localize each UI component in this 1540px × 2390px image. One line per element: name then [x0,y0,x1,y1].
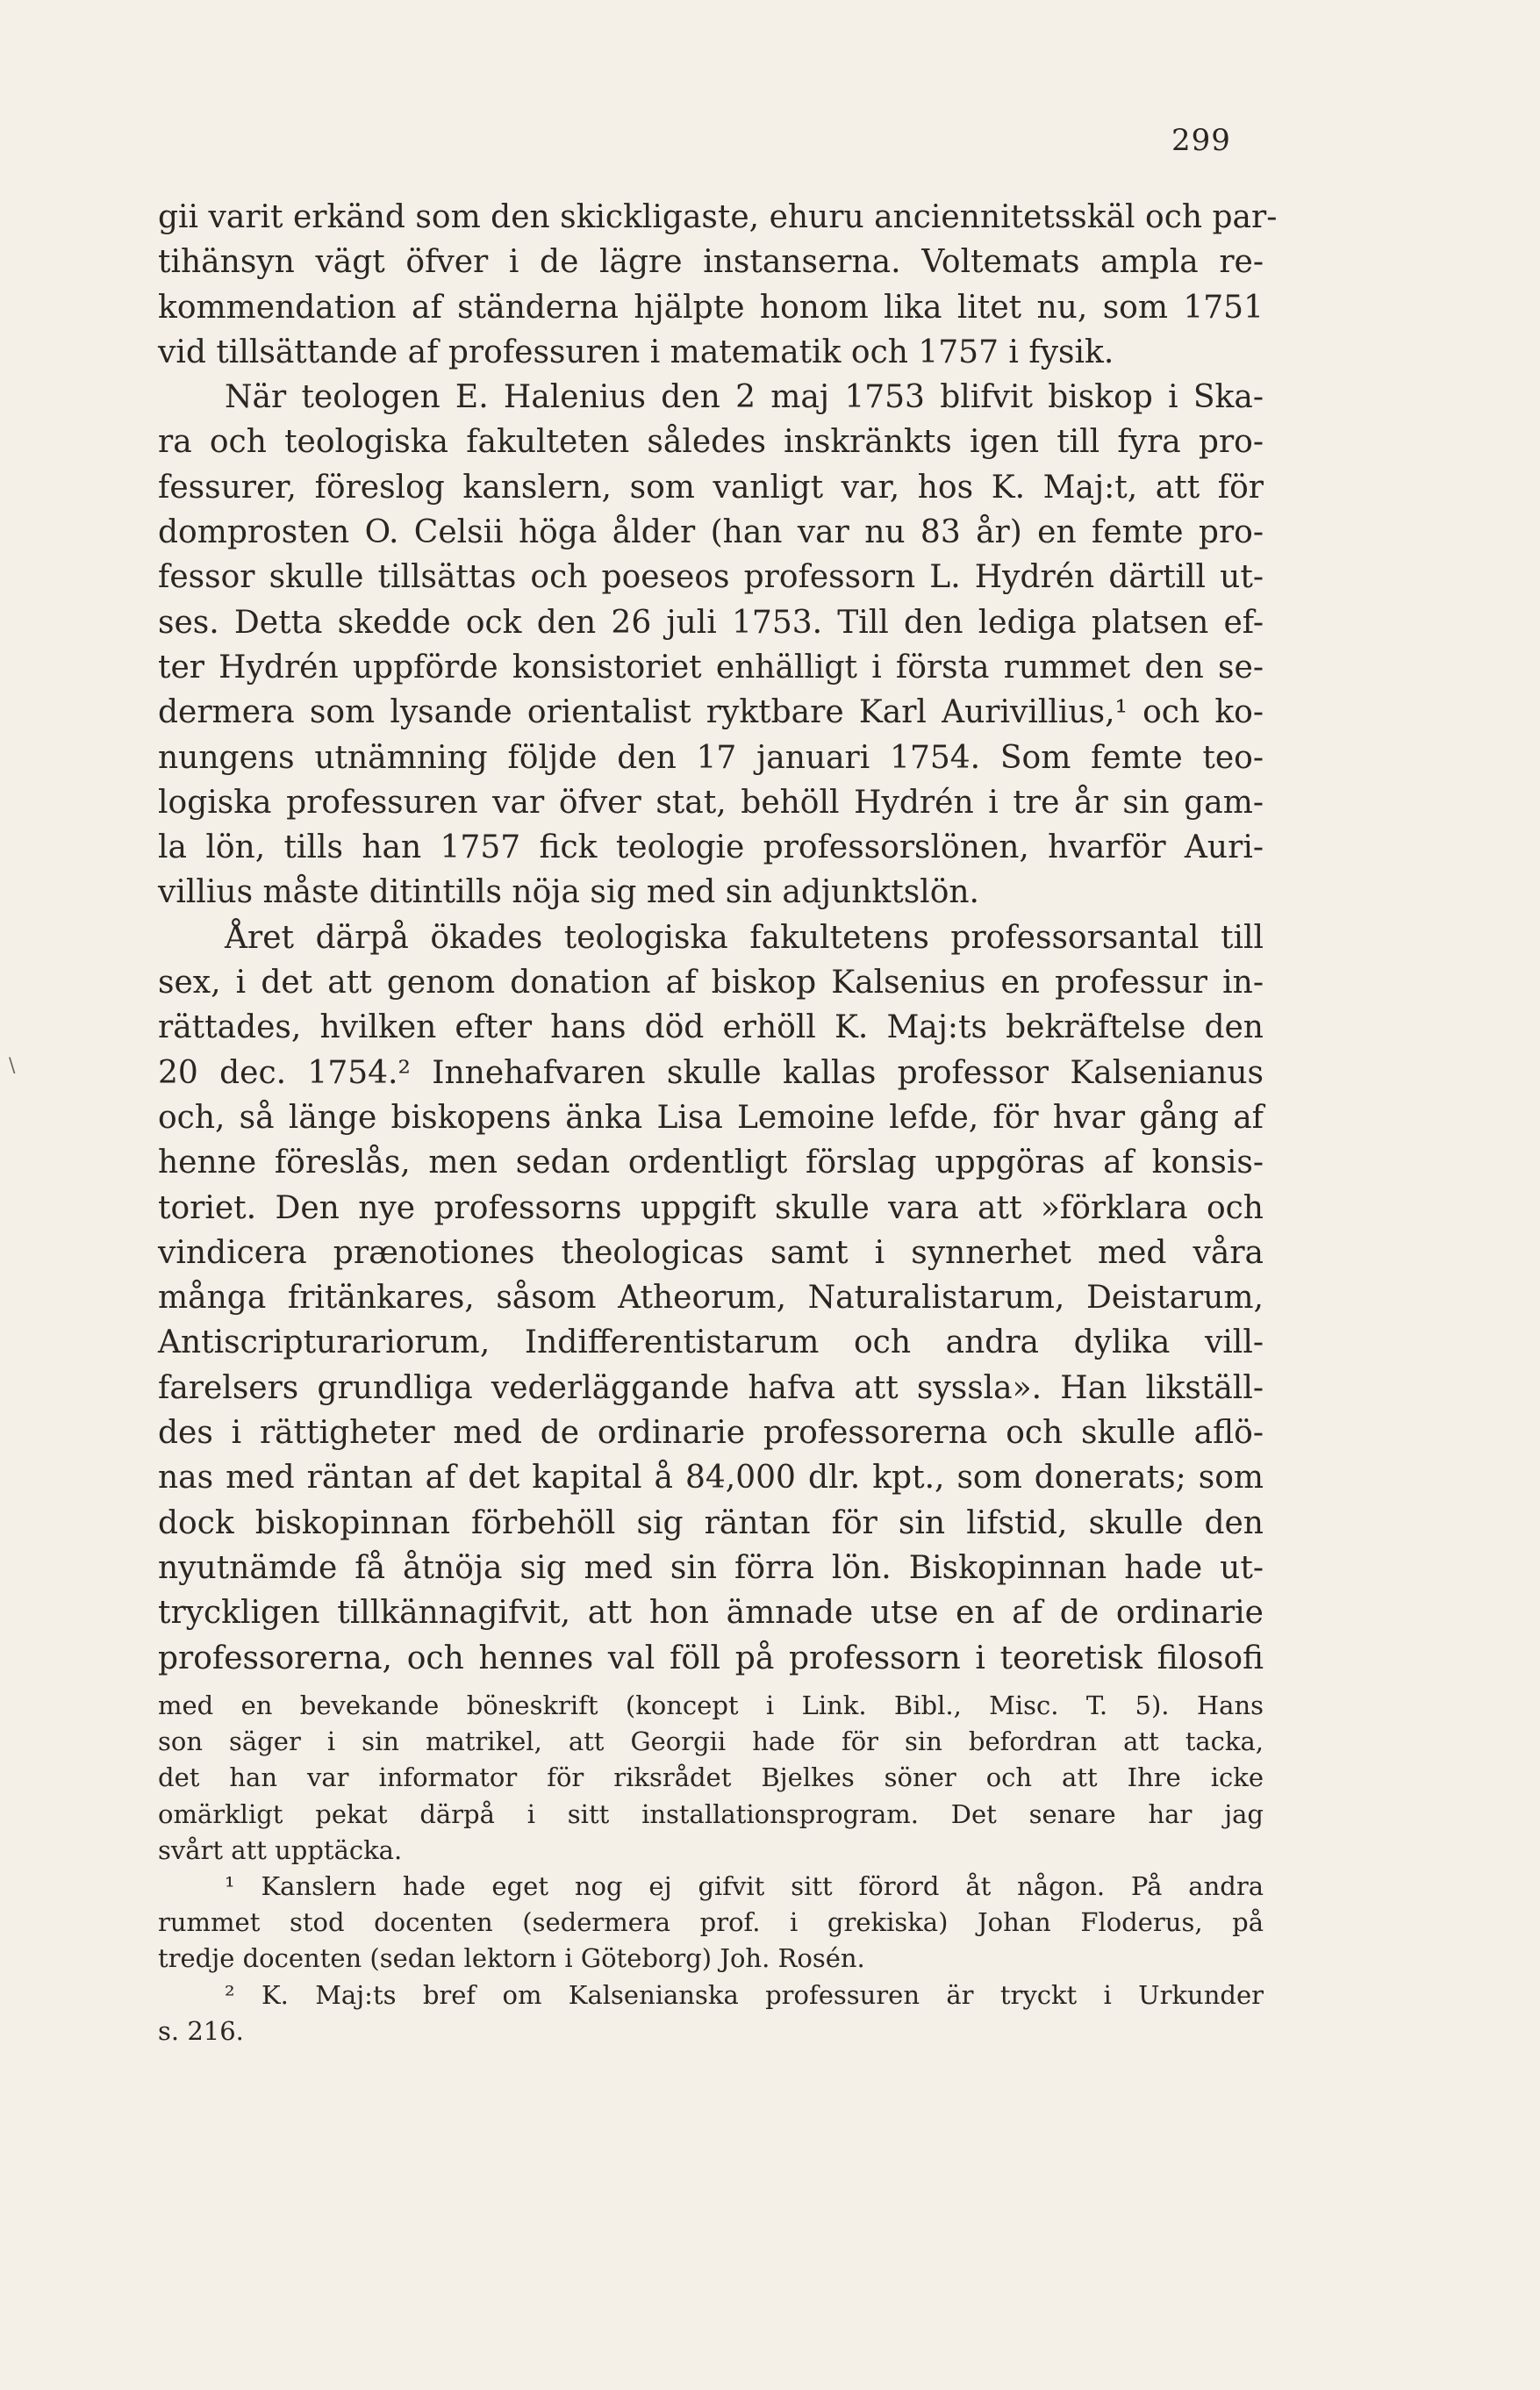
body-line: des i rättigheter med de ordinarie professorerna och skulle aflö- [158,1415,1264,1452]
footnote-line: rummet stod docenten (sedermera prof. i grekiska) Johan Floderus, på [158,1907,1264,1938]
body-line: vindicera prænotiones theologicas samt i synnerhet med våra [158,1234,1264,1271]
body-line: la lön, tills han 1757 fick teologie professorslönen, hvarför Auri- [158,829,1264,866]
body-line: kommendation af ständerna hjälpte honom lika litet nu, som 1751 [158,289,1264,326]
footnote-line: svårt att upptäcka. [158,1834,403,1865]
body-line: professorerna, och hennes val föll på professorn i teoretisk filosofi [158,1640,1264,1676]
body-line: ter Hydrén uppförde konsistoriet enhälligt i första rummet den se- [158,649,1264,685]
footnote-line: det han var informator för riksrådet Bjelkes söner och att Ihre icke [158,1762,1264,1793]
footnotes [158,1688,1264,2049]
body-line: farelsers grundliga vederläggande hafva att syssla». Han likställ- [158,1369,1264,1406]
body-line: henne föreslås, men sedan ordentligt förslag uppgöras af konsis- [158,1145,1264,1181]
footnote-line: med en bevekande böneskrift (koncept i Link. Bibl., Misc. T. 5). Hans [158,1690,1264,1720]
body-line: vid tillsättande af professuren i matematik och 1757 i fysik. [158,334,1114,370]
page-number: 299 [1171,123,1231,158]
body-line: nyutnämde få åtnöja sig med sin förra lön. Biskopinnan hade ut- [158,1549,1264,1586]
body-text [158,195,1278,1681]
body-line: rättades, hvilken efter hans död erhöll K. Maj:ts bekräftelse den [158,1009,1264,1046]
body-line: logiska professuren var öfver stat, behöll Hydrén i tre år sin gam- [158,784,1264,821]
body-line: dock biskopinnan förbehöll sig räntan för sin lifstid, skulle den [158,1504,1264,1541]
footnote-line: ¹ Kanslern hade eget nog ej gifvit sitt förord åt någon. På andra [225,1870,1264,1901]
body-line: tihänsyn vägt öfver i de lägre instanserna. Voltemats ampla re- [158,244,1264,281]
body-line: tryckligen tillkännagifvit, att hon ämnade utse en af de ordinarie [158,1595,1264,1632]
body-line: Antiscripturariorum, Indifferentistarum och andra dylika vill- [158,1324,1264,1361]
body-line: domprosten O. Celsii höga ålder (han var nu 83 år) en femte pro- [158,514,1264,551]
body-line: ses. Detta skedde ock den 26 juli 1753. Till den lediga platsen ef- [158,604,1264,641]
footnote-line: omärkligt pekat därpå i sitt installationsprogram. Det senare har jag [158,1798,1264,1829]
body-line: dermera som lysande orientalist ryktbare Karl Aurivillius,¹ och ko- [158,694,1264,731]
body-line: När teologen E. Halenius den 2 maj 1753 blifvit biskop i Ska- [225,379,1264,416]
footnote-line: son säger i sin matrikel, att Georgii hade för sin befordran att tacka, [158,1726,1264,1757]
body-line: många fritänkares, såsom Atheorum, Naturalistarum, Deistarum, [158,1280,1264,1317]
body-line: ra och teologiska fakulteten således inskränkts igen till fyra pro- [158,424,1264,461]
body-line: gii varit erkänd som den skickligaste, ehuru anciennitetsskäl och par- [158,199,1278,235]
body-line: nungens utnämning följde den 17 januari 1754. Som femte teo- [158,739,1264,776]
body-line: nas med räntan af det kapital å 84,000 dlr. kpt., som donerats; som [158,1460,1264,1496]
margin-mark: \ [9,1055,16,1077]
body-line: och, så länge biskopens änka Lisa Lemoine lefde, för hvar gång af [158,1099,1264,1136]
body-line: toriet. Den nye professorns uppgift skulle vara att »förklara och [158,1189,1264,1226]
body-line: villius måste ditintills nöja sig med sin adjunktslön. [158,874,979,911]
body-line: Året därpå ökades teologiska fakultetens professorsantal till [225,919,1264,956]
body-line: fessor skulle tillsättas och poeseos professorn L. Hydrén därtill ut- [158,559,1264,596]
body-line: 20 dec. 1754.² Innehafvaren skulle kallas professor Kalsenianus [158,1054,1264,1091]
footnote-line: s. 216. [158,2015,244,2046]
footnote-line: tredje docenten (sedan lektorn i Göteborg) Joh. Rosén. [158,1943,865,1974]
body-line: sex, i det att genom donation af biskop Kalsenius en professur in- [158,965,1264,1001]
body-line: fessurer, föreslog kanslern, som vanligt var, hos K. Maj:t, att för [158,469,1264,506]
footnote-line: ² K. Maj:ts bref om Kalsenianska professuren är tryckt i Urkunder [225,1979,1264,2010]
